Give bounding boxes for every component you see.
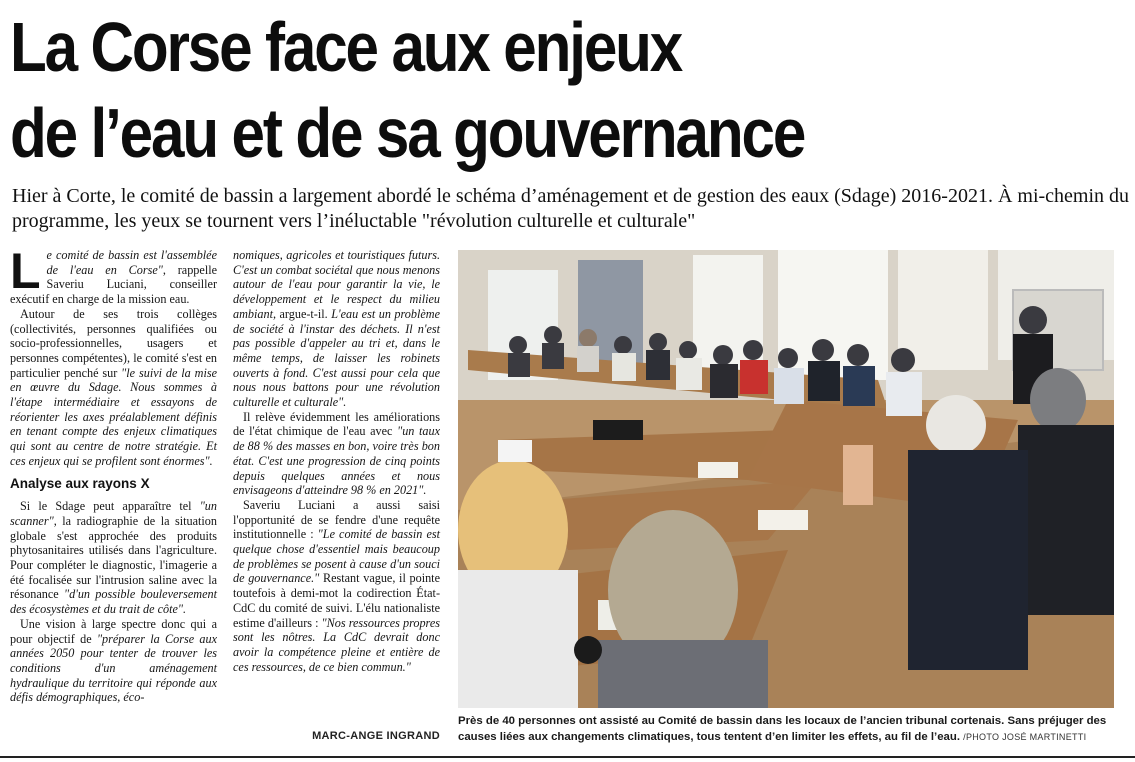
body-text: argue-t-il. <box>276 306 332 321</box>
body-text: , la radiographie de la situation globale s'est approchée des produits phytosanitaires utilisés dans l'agriculture. Pour compléter le diagnostic, l'imagerie a été focalisée sur l'intrusion saline avec la résonance <box>10 513 217 602</box>
byline: MARC-ANGE INGRAND <box>312 730 440 742</box>
quote-text: "Le comité de bassin est quelque chose d'essentiel mais beaucoup de problèmes se posent à cause d'un souci de gouvernance." <box>233 527 440 586</box>
paragraph-1 <box>10 243 217 307</box>
paragraph-2 <box>10 307 217 469</box>
photo-caption <box>458 713 1134 745</box>
quote-text: e comité de bassin est l'assemblée de l'eau en Corse" <box>46 248 217 277</box>
quote-text: "un taux de 88 % des masses en bon, voire très bon état. C'est une progression de cinq points depuis quelques années et nous envisageons d'atteindre 98 % en 2021". <box>233 424 440 498</box>
meeting-photo <box>458 250 1114 708</box>
quote-text: "d'un possible bouleversement des écosystèmes et du trait de côte". <box>10 587 217 617</box>
meeting-room-illustration <box>458 250 1114 708</box>
quote-text: "Nos ressources propres sont les nôtres. La CdC devrait donc avoir la compétence pleine et entière de ces ressources, de ce bien commun." <box>233 615 440 674</box>
paragraph-3 <box>10 499 217 617</box>
quote-text: "le suivi de la mise en œuvre du Sdage. Nous sommes à l'étape intermédiaire et essayons de réorienter les axes préalablement définis en tenant compte des enjeux climatiques qui sont au centre de notre stratégie. Et ces enjeux qui se profilent sont énormes". <box>10 365 217 468</box>
quote-text: nomiques, agricoles et touristiques futurs. C'est un combat sociétal que nous menons autour de l'eau pour garantir la vie, le développement et le respect du milieu ambiant, <box>233 248 440 321</box>
paragraph-5 <box>233 248 440 410</box>
quote-text: "un scanner" <box>10 499 217 528</box>
drop-cap: L <box>10 243 41 299</box>
paragraph-4 <box>10 617 217 705</box>
body-text: Autour de ses trois collèges (collectivités, personnes qualifiées ou socio-professionnelles, usagers et personnes compétentes), le comité s'est en particulier penché sur <box>10 306 217 380</box>
photo-credit: /PHOTO JOSÉ MARTINETTI <box>963 732 1087 742</box>
body-text: Restant vague, il pointe toutefois à demi-mot la codirection État-CdC du comité de suivi. L'élu nationaliste estime d'ailleurs : <box>233 571 440 630</box>
article-column-2 <box>233 248 440 674</box>
subheading: Analyse aux rayons X <box>10 475 150 491</box>
headline-line-2: de l’eau et de sa gouvernance <box>10 94 805 172</box>
body-text: Une vision à large spectre donc qui a pour objectif de <box>10 616 217 646</box>
bottom-rule <box>0 756 1135 758</box>
body-text: Saveriu Luciani a aussi saisi l'opportunité de se fendre d'une requête institutionnelle : <box>233 497 440 542</box>
headline-line-1: La Corse face aux enjeux <box>10 8 682 86</box>
quote-text: L'eau est un problème de société à l'instar des déchets. Il n'est pas possible d'appeler au tri et, dans le même temps, de laisser les robinets ouverts à fond. C'est aussi pour cela que nous nous battons pour une révolution culturelle et culturale". <box>233 306 440 410</box>
body-text: , rappelle Saveriu Luciani, conseiller exécutif en charge de la mission eau. <box>10 262 217 307</box>
headline <box>10 4 973 176</box>
body-text: Si le Sdage peut apparaître tel <box>20 499 200 514</box>
article-column-1 <box>10 243 217 705</box>
quote-text: "préparer la Corse aux années 2050 pour tenter de trouver les conditions d'un aménagement hydraulique du territoire qui réponde aux défis démographiques, éco- <box>10 631 217 705</box>
paragraph-6 <box>233 410 440 498</box>
body-text: Il relève évidemment les améliorations de l'état chimique de l'eau avec <box>233 409 440 439</box>
standfirst: Hier à Corte, le comité de bassin a largement abordé le schéma d’aménagement et de gestion des eaux (Sdage) 2016-2021. À mi-chemin du programme, les yeux se tournent vers l’inéluctable "révolution culturelle et culturale" <box>12 185 1130 232</box>
paragraph-7 <box>233 498 440 674</box>
caption-text: Près de 40 personnes ont assisté au Comité de bassin dans les locaux de l’ancien tribunal cortenais. Sans préjuger des causes liées aux changements climatiques, tous tentent d’en limiter les effets, au fil de l’eau. <box>458 715 1107 743</box>
